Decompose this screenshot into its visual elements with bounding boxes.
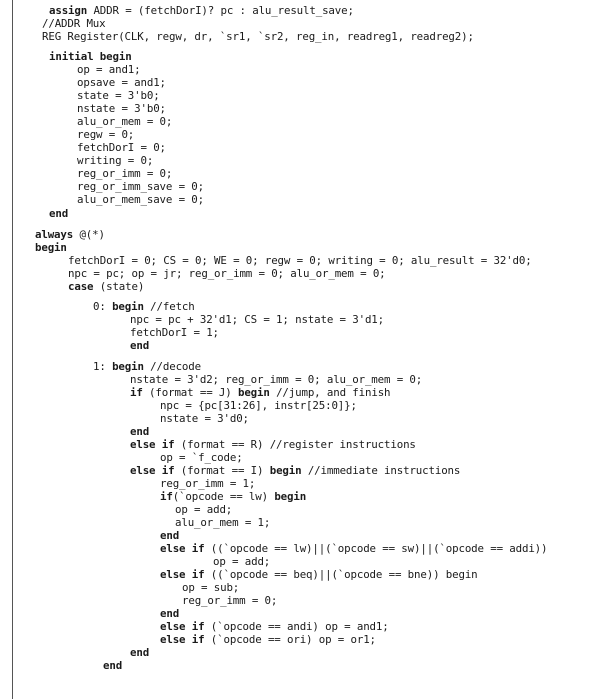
code-line	[213, 555, 270, 568]
code-line	[175, 503, 232, 516]
code-text: reg_or_imm_save = 0;	[77, 180, 205, 193]
code-keyword: else if	[130, 438, 175, 451]
code-line	[93, 300, 195, 313]
code-text: opsave = and1;	[77, 76, 166, 89]
code-line	[130, 425, 149, 438]
code-text: alu_or_mem = 0;	[77, 115, 173, 128]
code-keyword: begin	[112, 300, 144, 313]
code-text: ADDR = (fetchDorI)? pc : alu_result_save;	[87, 4, 354, 17]
code-text: REG Register(CLK, regw, dr, `sr1, `sr2, reg_in, readreg1, readreg2);	[42, 30, 474, 43]
code-text: reg_or_imm = 0;	[182, 594, 278, 607]
code-line	[77, 115, 172, 128]
code-line	[77, 141, 166, 154]
code-line	[77, 180, 204, 193]
code-text: (state)	[93, 280, 145, 293]
code-line	[77, 76, 166, 89]
code-keyword: begin	[269, 464, 302, 477]
code-text: op = sub;	[182, 581, 240, 594]
code-line	[68, 254, 532, 267]
code-text: op = add;	[213, 555, 271, 568]
code-line	[42, 30, 474, 43]
code-text: reg_or_imm = 0;	[77, 167, 173, 180]
code-text: writing = 0;	[77, 154, 154, 167]
code-line	[160, 451, 243, 464]
code-line	[160, 399, 357, 412]
code-keyword: end	[103, 659, 123, 672]
code-keyword: begin	[274, 490, 307, 503]
code-line	[160, 633, 376, 646]
code-text: nstate = 3'd0;	[160, 412, 249, 425]
code-keyword: begin	[112, 360, 144, 373]
code-keyword: end	[130, 339, 150, 352]
code-text: (format == J)	[142, 386, 238, 399]
code-keyword: initial begin	[49, 50, 132, 63]
code-line	[35, 241, 67, 254]
code-line	[130, 438, 416, 451]
code-text: ((`opcode == lw)||(`opcode == sw)||(`opcode == addi))	[204, 542, 548, 555]
code-keyword: else if	[160, 620, 205, 633]
code-line	[130, 386, 390, 399]
code-keyword: begin	[237, 386, 270, 399]
code-keyword: else if	[160, 568, 205, 581]
code-text: (`opcode == lw)	[172, 490, 275, 503]
code-text: (format == R) //register instructions	[174, 438, 416, 451]
code-text: (`opcode == ori) op = or1;	[204, 633, 376, 646]
code-line	[49, 207, 68, 220]
code-text: op = add;	[175, 503, 233, 516]
code-line	[160, 412, 249, 425]
code-line	[130, 646, 149, 659]
code-text: regw = 0;	[77, 128, 135, 141]
code-text: op = and1;	[77, 63, 141, 76]
code-text: (format == I)	[174, 464, 270, 477]
code-keyword: case	[68, 280, 94, 293]
code-line	[93, 360, 201, 373]
code-line	[77, 193, 204, 206]
code-keyword: if	[160, 490, 173, 503]
code-keyword: end	[130, 646, 150, 659]
code-line	[160, 490, 306, 503]
code-keyword: end	[160, 529, 180, 542]
code-keyword: if	[130, 386, 143, 399]
code-text: alu_or_mem_save = 0;	[77, 193, 205, 206]
code-text: 0:	[93, 300, 113, 313]
code-text: //immediate instructions	[301, 464, 461, 477]
code-text: nstate = 3'd2; reg_or_imm = 0; alu_or_mem = 0;	[130, 373, 423, 386]
code-line	[68, 280, 144, 293]
code-text: npc = pc + 32'd1; CS = 1; nstate = 3'd1;	[130, 313, 385, 326]
code-text: fetchDorI = 0;	[77, 141, 166, 154]
code-line	[182, 581, 239, 594]
code-keyword: end	[130, 425, 150, 438]
code-line	[160, 607, 179, 620]
code-text: //fetch	[143, 300, 195, 313]
code-line	[130, 326, 219, 339]
code-line	[160, 529, 179, 542]
code-line	[77, 102, 166, 115]
code-line	[130, 313, 384, 326]
code-line	[182, 594, 277, 607]
code-line	[160, 620, 389, 633]
code-line	[77, 89, 160, 102]
code-line	[49, 50, 132, 63]
code-line	[77, 167, 172, 180]
code-line	[77, 128, 134, 141]
code-text: nstate = 3'b0;	[77, 102, 166, 115]
code-text: npc = {pc[31:26], instr[25:0]};	[160, 399, 357, 412]
code-text: fetchDorI = 0; CS = 0; WE = 0; regw = 0; writing = 0; alu_result = 32'd0;	[68, 254, 532, 267]
code-text: reg_or_imm = 1;	[160, 477, 256, 490]
code-text: fetchDorI = 1;	[130, 326, 219, 339]
code-text: npc = pc; op = jr; reg_or_imm = 0; alu_or_mem = 0;	[68, 267, 386, 280]
code-line	[130, 339, 149, 352]
code-line	[130, 373, 422, 386]
code-line	[49, 4, 354, 17]
code-line	[68, 267, 386, 280]
code-line	[130, 464, 460, 477]
code-text: (`opcode == andi) op = and1;	[204, 620, 389, 633]
code-text: 1:	[93, 360, 113, 373]
code-text: ((`opcode == beq)||(`opcode == bne)) begin	[204, 568, 478, 581]
code-line	[42, 17, 106, 30]
code-text: op = `f_code;	[160, 451, 243, 464]
code-keyword: assign	[49, 4, 88, 17]
code-line	[160, 542, 547, 555]
code-text: //jump, and finish	[269, 386, 391, 399]
code-text: @(*)	[73, 228, 105, 241]
code-keyword: else if	[160, 542, 205, 555]
code-line	[77, 154, 153, 167]
code-line	[160, 568, 478, 581]
code-text: //decode	[143, 360, 201, 373]
code-text: state = 3'b0;	[77, 89, 160, 102]
code-keyword: end	[49, 207, 69, 220]
code-keyword: else if	[130, 464, 175, 477]
code-line	[175, 516, 270, 529]
code-keyword: else if	[160, 633, 205, 646]
code-keyword: begin	[35, 241, 67, 254]
code-line	[77, 63, 141, 76]
code-line	[103, 659, 122, 672]
code-keyword: always	[35, 228, 74, 241]
code-line	[160, 477, 255, 490]
code-text: alu_or_mem = 1;	[175, 516, 271, 529]
code-line	[35, 228, 105, 241]
code-text: //ADDR Mux	[42, 17, 106, 30]
code-keyword: end	[160, 607, 180, 620]
